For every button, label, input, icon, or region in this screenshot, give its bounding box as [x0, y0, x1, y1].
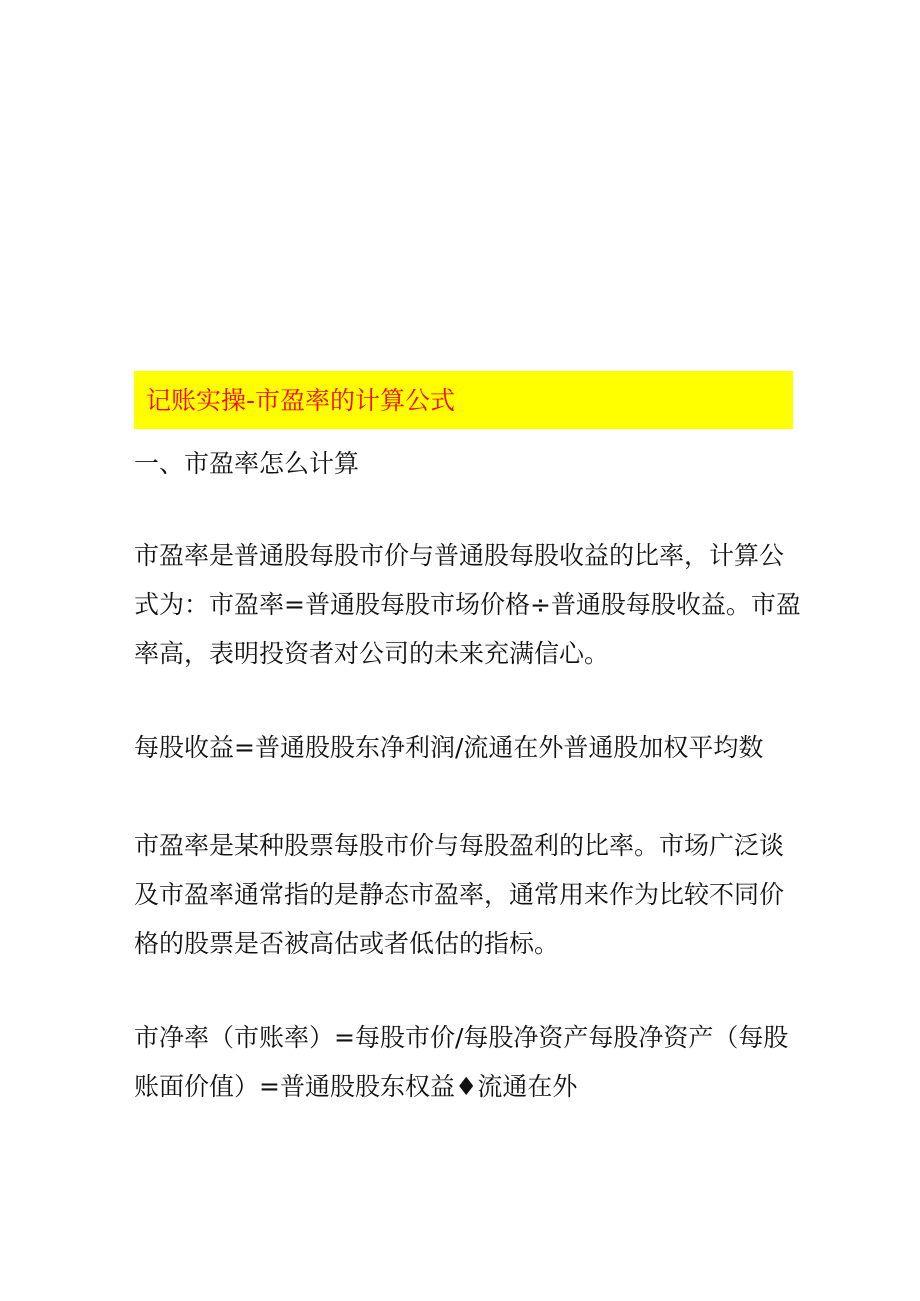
paragraph-line: 市盈率是某种股票每股市价与每股盈利的比率。市场广泛谈 — [134, 831, 785, 860]
paragraph-line: 格的股票是否被高估或者低估的指标。 — [134, 929, 560, 958]
paragraph-line: 市净率（市账率）=每股市价/每股净资产每股净资产（每股 — [134, 1023, 789, 1052]
paragraph-line: 每股收益=普通股股东净利润/流通在外普通股加权平均数 — [134, 733, 764, 762]
paragraph-line: 及市盈率通常指的是静态市盈率，通常用来作为比较不同价 — [134, 880, 785, 909]
paragraph-pe-explanation — [134, 821, 798, 968]
paragraph-eps-formula — [134, 723, 798, 772]
paragraph-pb-formula — [134, 1013, 798, 1111]
section-heading — [134, 439, 798, 488]
paragraph-pe-definition — [134, 531, 801, 678]
document-title: 记账实操-市盈率的计算公式 — [146, 385, 456, 415]
paragraph-line: 式为：市盈率=普通股每股市场价格÷普通股每股收益。市盈 — [134, 590, 801, 619]
paragraph-line: 账面价值）=普通股股东权益♦流通在外 — [134, 1072, 578, 1101]
paragraph-line: 率高，表明投资者对公司的未来充满信心。 — [134, 639, 610, 668]
section-heading-text: 一、市盈率怎么计算 — [134, 449, 360, 478]
title-banner — [134, 371, 793, 429]
paragraph-line: 市盈率是普通股每股市价与普通股每股收益的比率，计算公 — [134, 541, 785, 570]
